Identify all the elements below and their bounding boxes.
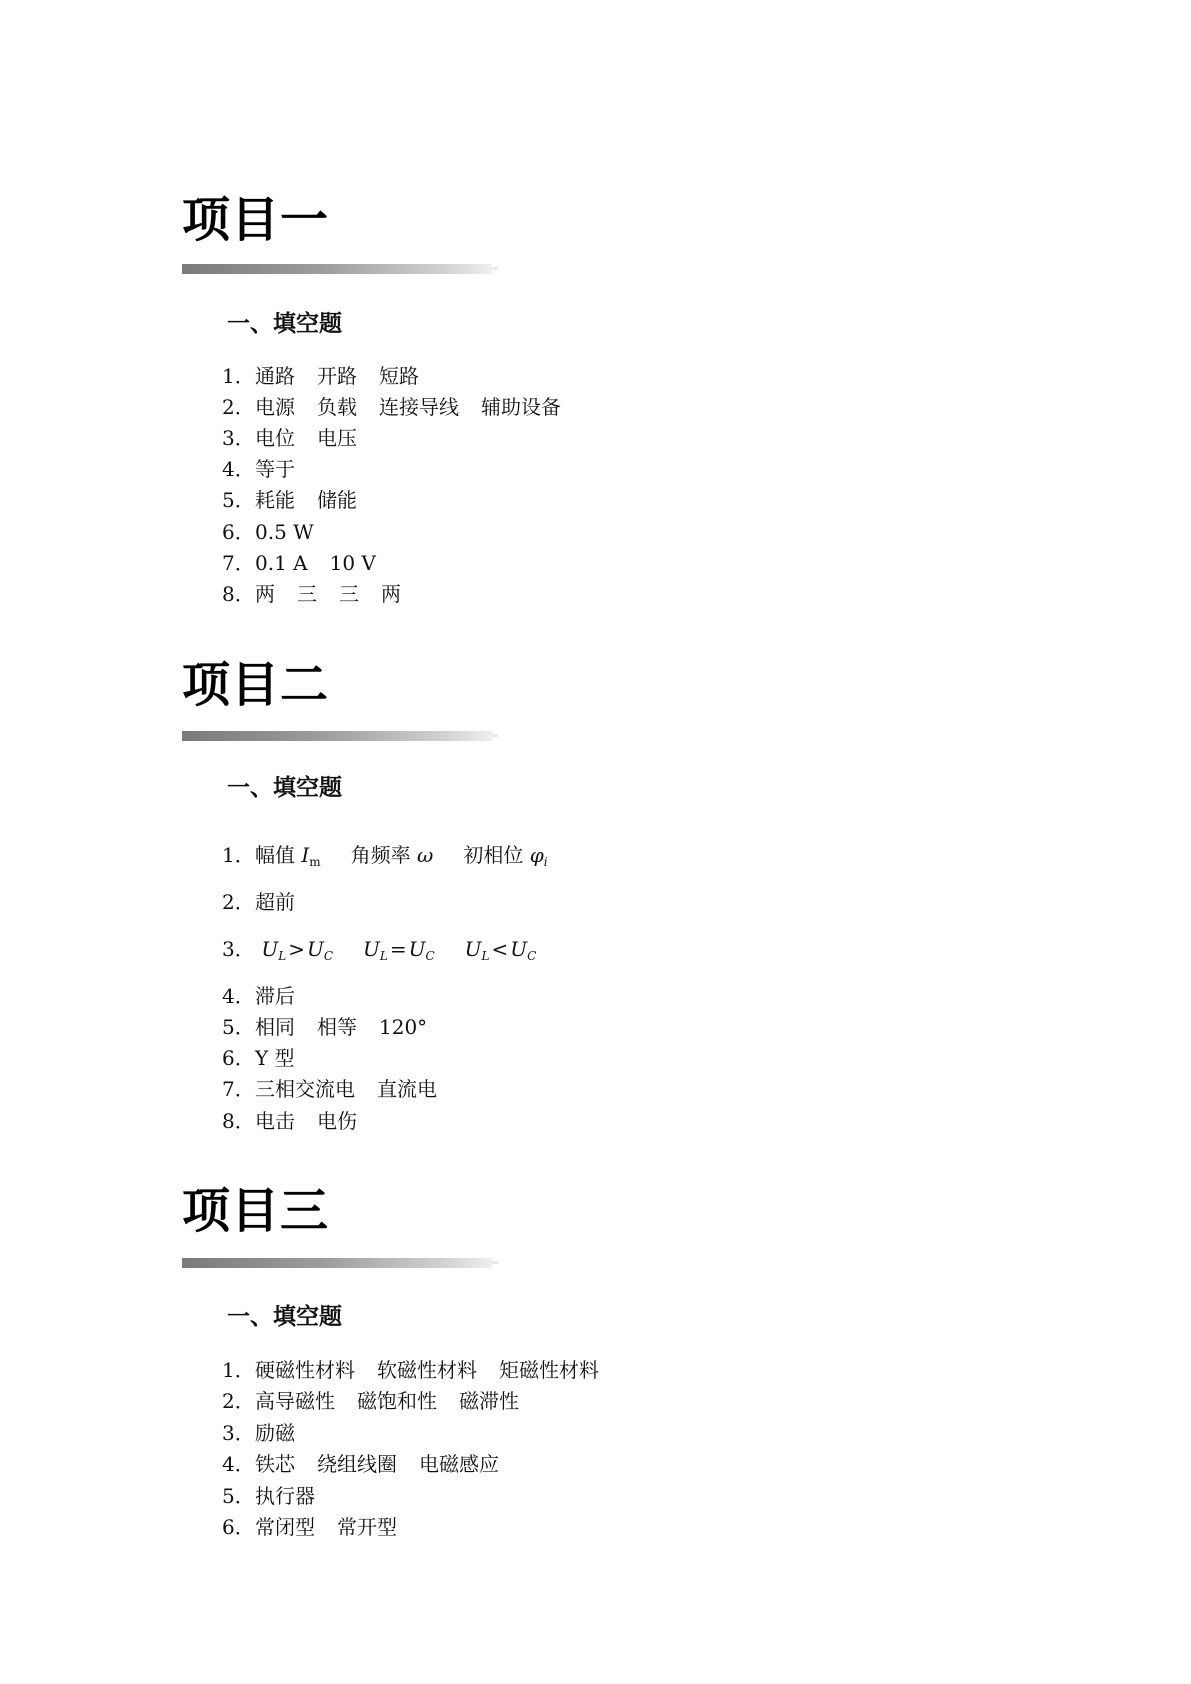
answer-item: 8．电击 电伤 [222, 1109, 357, 1133]
section-title: 项目一 [182, 192, 330, 248]
answer-item: 2．高导磁性 磁饱和性 磁滞性 [222, 1389, 519, 1413]
section-title: 项目二 [182, 657, 330, 713]
answer-item: 4．滞后 [222, 984, 295, 1008]
section-divider-bar [182, 731, 492, 741]
answer-item: 5．耗能 储能 [222, 488, 357, 512]
answer-item: 3．电位 电压 [222, 426, 357, 450]
answer-item: 1．通路 开路 短路 [222, 364, 419, 388]
answer-item: 6．常闭型 常开型 [222, 1515, 397, 1539]
answer-item: 4．铁芯 绕组线圈 电磁感应 [222, 1452, 499, 1476]
answer-item: 3．励磁 [222, 1421, 295, 1445]
section-title: 项目三 [182, 1183, 330, 1239]
section-divider-bar [182, 1258, 492, 1268]
subsection-title: 一、填空题 [227, 311, 342, 337]
answer-item: 7．0.1 A 10 V [222, 551, 376, 575]
answer-item: 2．超前 [222, 890, 295, 914]
answer-item: 8．两 三 三 两 [222, 582, 401, 606]
answer-item: 6．Y 型 [222, 1046, 295, 1070]
subsection-title: 一、填空题 [227, 1304, 342, 1330]
subsection-title: 一、填空题 [227, 775, 342, 801]
answer-item: 1．硬磁性材料 软磁性材料 矩磁性材料 [222, 1358, 599, 1382]
answer-item: 3． $U_L > U_C$ $U_L = U_C$ $U_L < U_C$ [222, 937, 537, 963]
answer-item: 7．三相交流电 直流电 [222, 1077, 437, 1101]
answer-item: 4．等于 [222, 457, 295, 481]
answer-item: 6．0.5 W [222, 520, 314, 544]
section-divider-bar [182, 264, 492, 274]
answer-item: 5．相同 相等 120° [222, 1015, 428, 1039]
answer-item: 5．执行器 [222, 1484, 315, 1508]
answer-item: 2．电源 负载 连接导线 辅助设备 [222, 395, 561, 419]
answer-item: 1．幅值 $I_m$ 角频率 ω 初相位 $\varphi_i$ [222, 843, 548, 869]
